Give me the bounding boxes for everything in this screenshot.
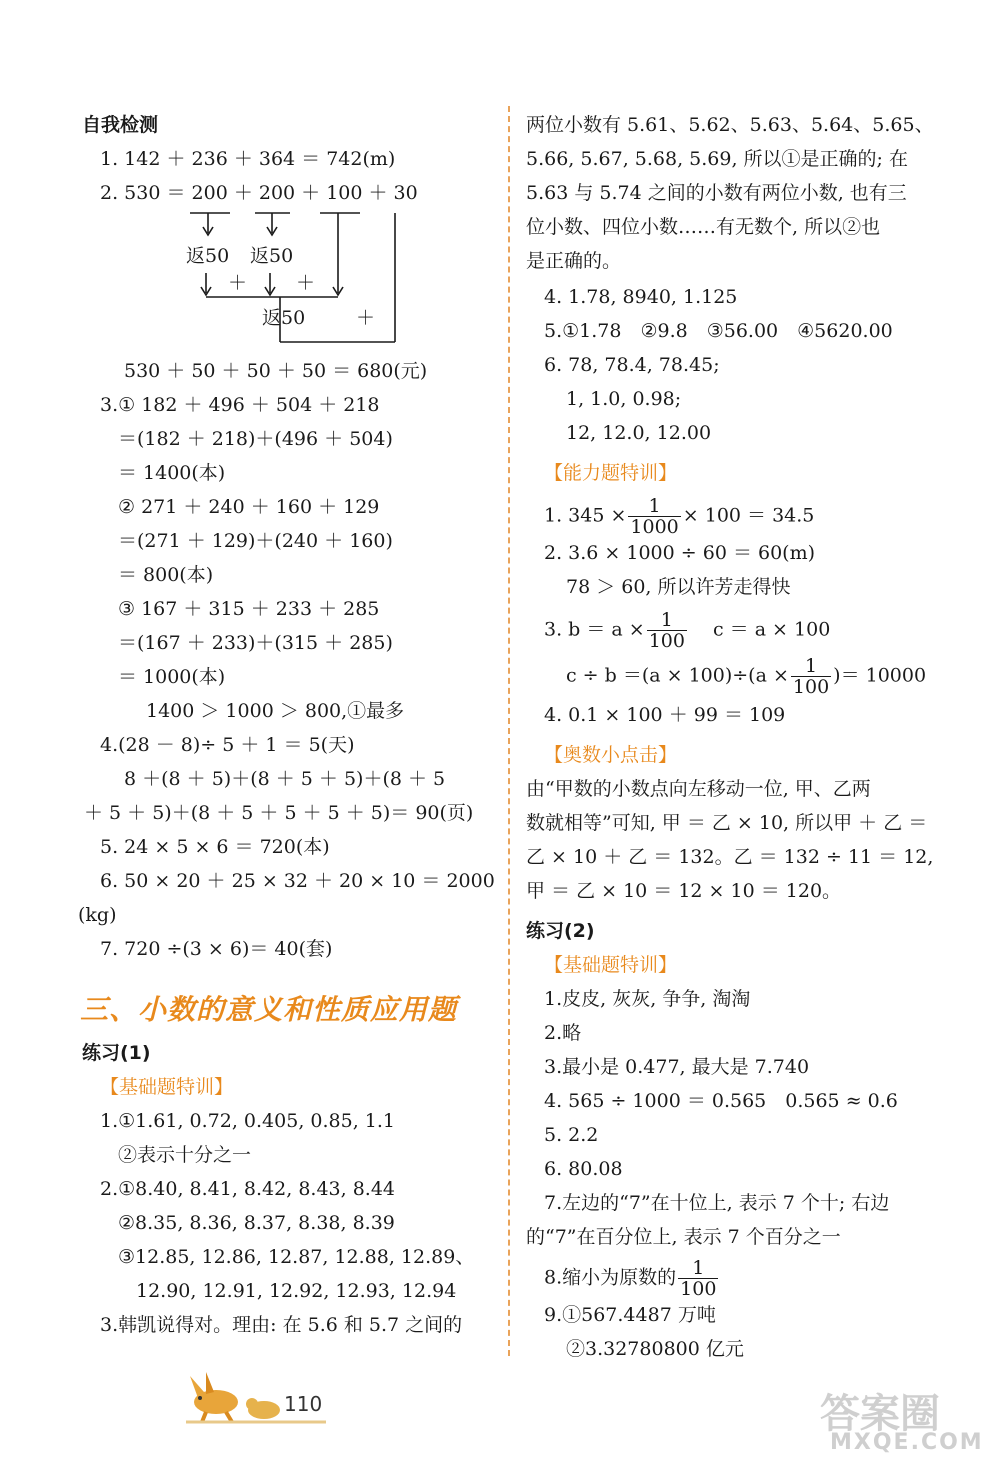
answer-line: 5.①1.78 ②9.8 ③56.00 ④5620.00 — [544, 320, 893, 342]
answer-line: 78 ＞ 60, 所以许芳走得快 — [566, 576, 791, 598]
page-number: 110 — [284, 1392, 323, 1416]
answer-line: 6. 78, 78.4, 78.45; — [544, 354, 720, 376]
answer-line: 8 ＋(8 ＋ 5)＋(8 ＋ 5 ＋ 5)＋(8 ＋ 5 — [124, 768, 446, 790]
return-label: 返50 — [262, 307, 306, 329]
return-label: 返50 — [186, 245, 230, 267]
answer-line: 乙 × 10 ＋ 乙 ＝ 132。乙 ＝ 132 ÷ 11 ＝ 12, — [526, 846, 934, 868]
answer-line: ②3.32780800 亿元 — [566, 1338, 744, 1360]
answer-line: ＝ 1400(本) — [118, 462, 226, 484]
answer-line: (kg) — [78, 904, 117, 926]
section-heading-self-check: 自我检测 — [82, 114, 159, 136]
watermark-url: MXQE.COM — [830, 1430, 984, 1455]
watermark-logo: 答案圈 — [820, 1391, 940, 1437]
answer-line: 1. 345 × $\frac{1}{1000}$ × 100 ＝ 34.5 — [544, 495, 815, 538]
answer-line: ＝(167 ＋ 233)＋(315 ＋ 285) — [118, 632, 393, 654]
answer-line: 7.左边的“7”在十位上, 表示 7 个十; 右边 — [544, 1192, 890, 1214]
answer-line: 3. b ＝ a × $\frac{1}{100}$ c ＝ a × 100 — [544, 609, 831, 652]
section-tag-basic: 【基础题特训】 — [100, 1076, 234, 1098]
answer-line: 4. 1.78, 8940, 1.125 — [544, 286, 738, 308]
answer-line: ＝(182 ＋ 218)＋(496 ＋ 504) — [118, 428, 393, 450]
answer-line: 2. 530 ＝ 200 ＋ 200 ＋ 100 ＋ 30 — [100, 182, 418, 204]
answer-line: 3.最小是 0.477, 最大是 7.740 — [544, 1056, 810, 1078]
answer-line: 1, 1.0, 0.98; — [566, 388, 682, 410]
exercise-heading: 练习(2) — [526, 920, 595, 942]
answer-line: 1. 142 ＋ 236 ＋ 364 ＝ 742(m) — [100, 148, 396, 170]
fraction: $\frac{1}{100}$ — [792, 655, 830, 698]
plus-sign: ＋ — [228, 272, 248, 294]
plus-sign: ＋ — [356, 307, 376, 329]
answer-line: 6. 50 × 20 ＋ 25 × 32 ＋ 20 × 10 ＝ 2000 — [100, 870, 495, 892]
answer-line: 12, 12.0, 12.00 — [566, 422, 712, 444]
fraction: $\frac{1}{1000}$ — [630, 495, 679, 538]
answer-line: 1400 ＞ 1000 ＞ 800,①最多 — [146, 700, 405, 722]
answer-line: ② 271 ＋ 240 ＋ 160 ＋ 129 — [118, 496, 380, 518]
answer-line: ③ 167 ＋ 315 ＋ 233 ＋ 285 — [118, 598, 380, 620]
fraction: $\frac{1}{100}$ — [680, 1257, 717, 1300]
answer-line: 3.① 182 ＋ 496 ＋ 504 ＋ 218 — [100, 394, 380, 416]
answer-line: ＝ 800(本) — [118, 564, 214, 586]
answer-line: ＋ 5 ＋ 5)＋(8 ＋ 5 ＋ 5 ＋ 5 ＋ 5)＝ 90(页) — [84, 802, 474, 824]
chapter-title: 三、小数的意义和性质应用题 — [80, 993, 458, 1026]
column-divider — [508, 106, 510, 1356]
answer-line: 12.90, 12.91, 12.92, 12.93, 12.94 — [136, 1280, 457, 1302]
answer-line: 5. 24 × 5 × 6 ＝ 720(本) — [100, 836, 330, 858]
answer-line: 2.①8.40, 8.41, 8.42, 8.43, 8.44 — [100, 1178, 396, 1200]
answer-line: 的“7”在百分位上, 表示 7 个百分之一 — [526, 1226, 841, 1248]
answer-line: ＝(271 ＋ 129)＋(240 ＋ 160) — [118, 530, 393, 552]
return-label: 返50 — [250, 245, 294, 267]
answer-line: 甲 ＝ 乙 × 10 ＝ 12 × 10 ＝ 120。 — [526, 880, 842, 902]
answer-line: 两位小数有 5.61、5.62、5.63、5.64、5.65、 — [526, 114, 934, 136]
answer-line: 1.皮皮, 灰灰, 争争, 淘淘 — [544, 988, 751, 1010]
answer-line: 5.66, 5.67, 5.68, 5.69, 所以①是正确的; 在 — [526, 148, 908, 170]
section-tag-olympiad: 【奥数小点击】 — [544, 744, 678, 766]
answer-line: 由“甲数的小数点向左移动一位, 甲、乙两 — [526, 778, 871, 800]
plus-sign: ＋ — [296, 272, 316, 294]
answer-line: 530 ＋ 50 ＋ 50 ＋ 50 ＝ 680(元) — [124, 360, 428, 382]
answer-line: c ÷ b ＝(a × 100)÷(a × $\frac{1}{100}$ )＝ 10000 — [566, 655, 927, 698]
answer-line: 5.63 与 5.74 之间的小数有两位小数, 也有三 — [526, 182, 907, 204]
answer-line: 2.略 — [544, 1022, 582, 1044]
answer-line: ②表示十分之一 — [118, 1144, 252, 1166]
exercise-heading: 练习(1) — [82, 1042, 151, 1064]
answer-line: 4.(28 － 8)÷ 5 ＋ 1 ＝ 5(天) — [100, 734, 355, 756]
answer-line: ②8.35, 8.36, 8.37, 8.38, 8.39 — [118, 1212, 395, 1234]
answer-line: 2. 3.6 × 1000 ÷ 60 ＝ 60(m) — [544, 542, 816, 564]
answer-line: 9.①567.4487 万吨 — [544, 1304, 716, 1326]
answer-line: ＝ 1000(本) — [118, 666, 226, 688]
answer-line: 8.缩小为原数的 $\frac{1}{100}$ — [544, 1257, 717, 1300]
answer-line: 7. 720 ÷(3 × 6)＝ 40(套) — [100, 938, 333, 960]
answer-line: 是正确的。 — [526, 250, 622, 272]
answer-line: 位小数、四位小数……有无数个, 所以②也 — [526, 216, 881, 238]
answer-line: 5. 2.2 — [544, 1124, 599, 1146]
answer-line: ③12.85, 12.86, 12.87, 12.88, 12.89、 — [118, 1246, 475, 1268]
answer-line: 6. 80.08 — [544, 1158, 623, 1180]
section-tag-ability: 【能力题特训】 — [544, 462, 678, 484]
answer-line: 3.韩凯说得对。理由: 在 5.6 和 5.7 之间的 — [100, 1314, 463, 1336]
answer-line: 4. 565 ÷ 1000 ＝ 0.565 0.565 ≈ 0.6 — [544, 1090, 898, 1112]
answer-line: 数就相等”可知, 甲 ＝ 乙 × 10, 所以甲 ＋ 乙 ＝ — [526, 812, 928, 834]
answer-line: 4. 0.1 × 100 ＋ 99 ＝ 109 — [544, 704, 786, 726]
section-tag-basic: 【基础题特训】 — [544, 954, 678, 976]
answer-line: 1.①1.61, 0.72, 0.405, 0.85, 1.1 — [100, 1110, 396, 1132]
fraction: $\frac{1}{100}$ — [648, 609, 685, 652]
